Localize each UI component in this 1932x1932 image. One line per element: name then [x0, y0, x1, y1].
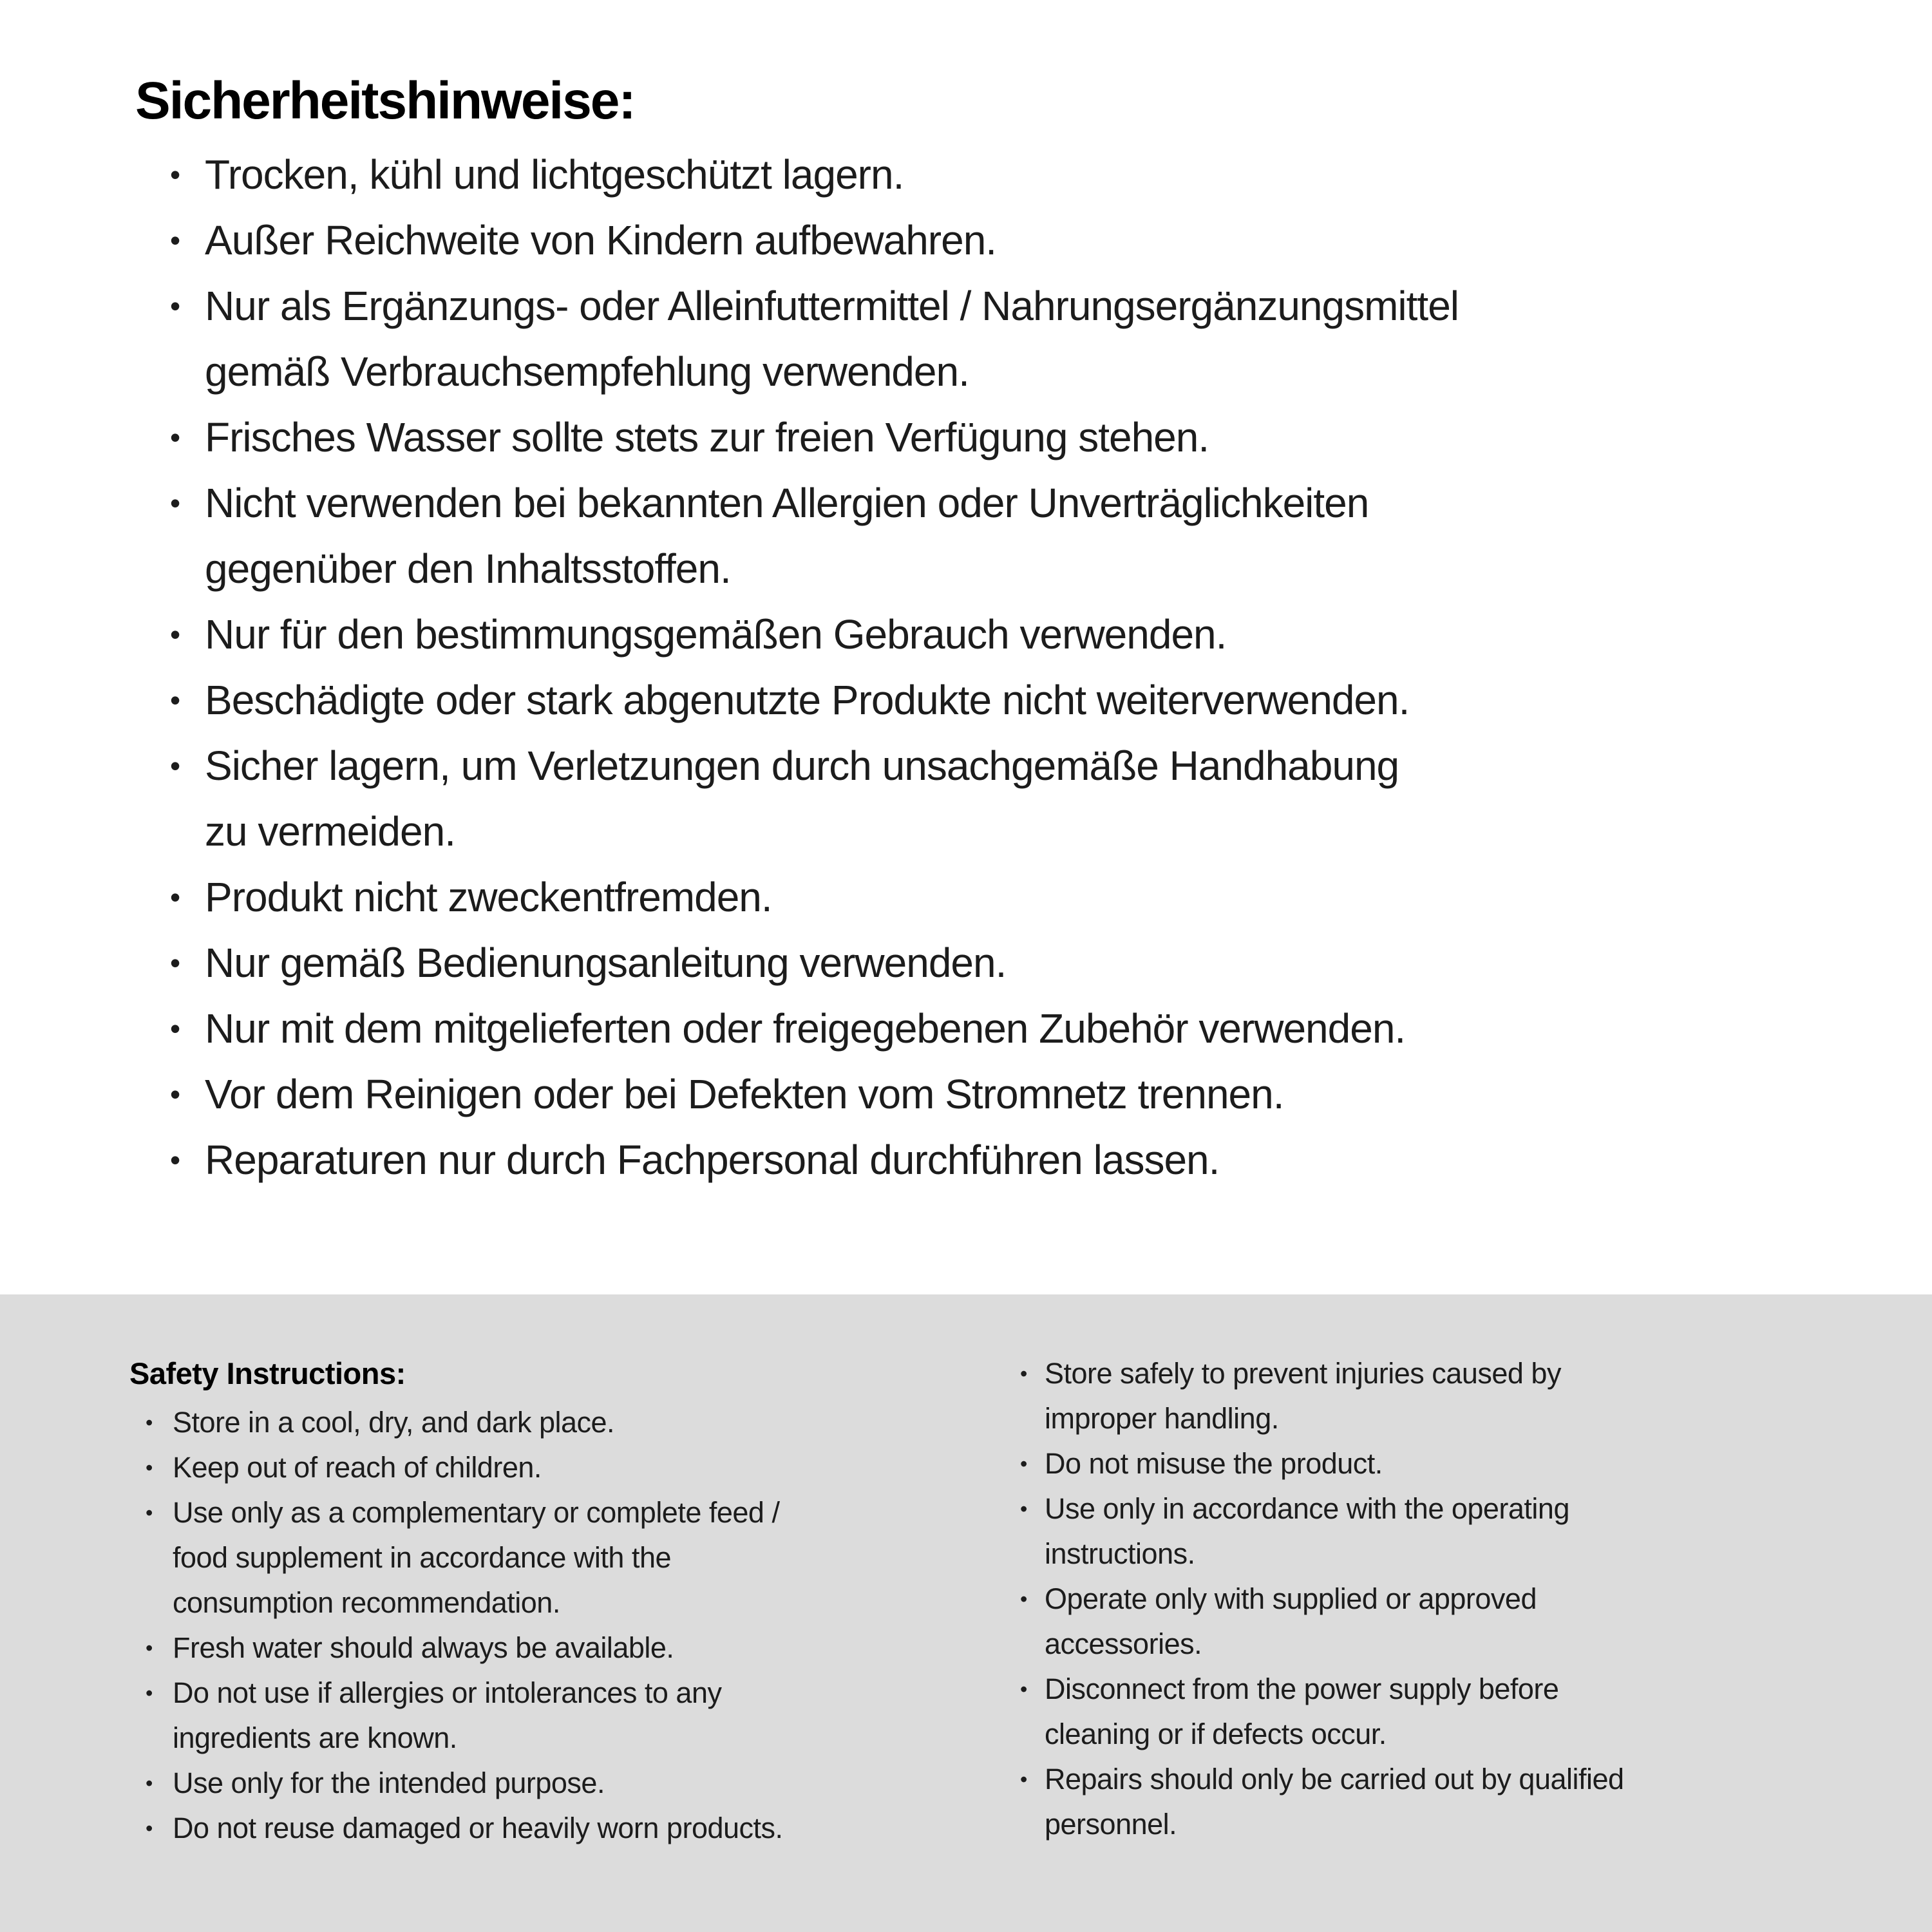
line-text: Außer Reichweite von Kindern aufbewahren.	[205, 217, 997, 263]
line-text: Nur mit dem mitgelieferten oder freigegebenen Zubehör verwenden.	[205, 1005, 1406, 1052]
english-left-column	[129, 1354, 980, 1851]
bullet-item	[1020, 1757, 1857, 1802]
wrapped-line	[170, 339, 1459, 404]
wrapped-line	[170, 799, 1459, 864]
bullet-icon: •	[146, 1772, 153, 1795]
bullet-item	[146, 1445, 980, 1490]
bullet-item	[1020, 1667, 1857, 1712]
bullet-icon: •	[146, 1501, 153, 1524]
english-safety-panel	[0, 1294, 1932, 1932]
bullet-item	[170, 1061, 1459, 1127]
line-text: Store safely to prevent injuries caused by	[1045, 1357, 1561, 1390]
line-text: Beschädigte oder stark abgenutzte Produkte nicht weiterverwenden.	[205, 677, 1410, 723]
line-text: cleaning or if defects occur.	[1045, 1718, 1387, 1750]
bullet-item	[146, 1400, 980, 1445]
bullet-item	[1020, 1441, 1857, 1486]
line-text: Use only for the intended purpose.	[173, 1766, 605, 1799]
bullet-item	[170, 864, 1459, 930]
line-text: Produkt nicht zweckentfremden.	[205, 874, 772, 920]
bullet-icon: •	[170, 683, 180, 717]
line-text: Use only as a complementary or complete feed /	[173, 1496, 780, 1529]
line-text: zu vermeiden.	[205, 808, 455, 855]
bullet-item	[170, 142, 1459, 207]
bullet-icon: •	[1020, 1768, 1027, 1791]
line-text: gegenüber den Inhaltsstoffen.	[205, 545, 731, 592]
wrapped-line	[1020, 1396, 1857, 1441]
bullet-item	[170, 404, 1459, 470]
wrapped-line	[1020, 1531, 1857, 1577]
bullet-icon: •	[1020, 1497, 1027, 1520]
bullet-icon: •	[146, 1411, 153, 1434]
english-section-title: Safety Instructions:	[129, 1356, 406, 1390]
bullet-icon: •	[170, 1143, 180, 1177]
line-text: Keep out of reach of children.	[173, 1451, 542, 1484]
wrapped-line	[1020, 1622, 1857, 1667]
bullet-icon: •	[1020, 1362, 1027, 1385]
line-text: Repairs should only be carried out by qualified	[1045, 1763, 1624, 1795]
line-text: Do not use if allergies or intolerances to any	[173, 1676, 722, 1709]
bullet-item	[146, 1671, 980, 1716]
english-left-list	[146, 1400, 980, 1851]
bullet-icon: •	[1020, 1587, 1027, 1611]
line-text: Nur für den bestimmungsgemäßen Gebrauch verwenden.	[205, 611, 1227, 658]
bullet-item	[146, 1490, 980, 1535]
bullet-icon: •	[146, 1636, 153, 1660]
bullet-item	[170, 273, 1459, 339]
wrapped-line	[1020, 1802, 1857, 1847]
line-text: Frisches Wasser sollte stets zur freien Verfügung stehen.	[205, 414, 1209, 460]
wrapped-line	[1020, 1712, 1857, 1757]
bullet-icon: •	[170, 749, 180, 782]
bullet-icon: •	[1020, 1678, 1027, 1701]
bullet-item	[146, 1761, 980, 1806]
bullet-item	[170, 601, 1459, 667]
line-text: Vor dem Reinigen oder bei Defekten vom Stromnetz trennen.	[205, 1071, 1284, 1117]
wrapped-line	[170, 536, 1459, 601]
bullet-item	[146, 1625, 980, 1671]
bullet-icon: •	[146, 1817, 153, 1840]
line-text: Store in a cool, dry, and dark place.	[173, 1406, 615, 1439]
line-text: gemäß Verbrauchsempfehlung verwenden.	[205, 348, 969, 395]
english-right-column	[1020, 1351, 1857, 1847]
line-text: personnel.	[1045, 1808, 1177, 1841]
wrapped-line	[146, 1580, 980, 1625]
bullet-item	[1020, 1577, 1857, 1622]
line-text: ingredients are known.	[173, 1721, 457, 1754]
english-right-list	[1020, 1351, 1857, 1847]
bullet-item	[170, 667, 1459, 733]
bullet-icon: •	[170, 1077, 180, 1111]
line-text: Nur gemäß Bedienungsanleitung verwenden.	[205, 940, 1007, 986]
bullet-icon: •	[170, 1012, 180, 1045]
bullet-icon: •	[146, 1681, 153, 1705]
bullet-icon: •	[170, 289, 180, 323]
bullet-icon: •	[170, 618, 180, 651]
line-text: improper handling.	[1045, 1402, 1279, 1435]
line-text: Reparaturen nur durch Fachpersonal durchführen lassen.	[205, 1137, 1220, 1183]
line-text: Sicher lagern, um Verletzungen durch unsachgemäße Handhabung	[205, 743, 1399, 789]
bullet-item	[170, 996, 1459, 1061]
bullet-item	[170, 207, 1459, 273]
bullet-icon: •	[170, 880, 180, 914]
bullet-item	[170, 930, 1459, 996]
wrapped-line	[146, 1535, 980, 1580]
line-text: Do not reuse damaged or heavily worn products.	[173, 1812, 783, 1844]
german-bullet-list	[170, 142, 1459, 1193]
wrapped-line	[146, 1716, 980, 1761]
bullet-icon: •	[170, 223, 180, 257]
line-text: Fresh water should always be available.	[173, 1631, 674, 1664]
bullet-icon: •	[170, 421, 180, 454]
line-text: Nicht verwenden bei bekannten Allergien oder Unverträglichkeiten	[205, 480, 1369, 526]
bullet-item	[170, 733, 1459, 799]
line-text: accessories.	[1045, 1627, 1202, 1660]
bullet-icon: •	[1020, 1452, 1027, 1475]
bullet-item	[170, 470, 1459, 536]
line-text: Do not misuse the product.	[1045, 1447, 1383, 1480]
bullet-icon: •	[170, 158, 180, 191]
bullet-icon: •	[146, 1456, 153, 1479]
bullet-item	[170, 1127, 1459, 1193]
line-text: Trocken, kühl und lichtgeschützt lagern.	[205, 151, 904, 198]
bullet-item	[1020, 1486, 1857, 1531]
line-text: Nur als Ergänzungs- oder Alleinfuttermittel / Nahrungsergänzungsmittel	[205, 283, 1459, 329]
line-text: Disconnect from the power supply before	[1045, 1672, 1559, 1705]
line-text: Use only in accordance with the operating	[1045, 1492, 1569, 1525]
bullet-item	[1020, 1351, 1857, 1396]
german-section-title: Sicherheitshinweise:	[135, 71, 635, 130]
bullet-icon: •	[170, 486, 180, 520]
line-text: consumption recommendation.	[173, 1586, 560, 1619]
line-text: instructions.	[1045, 1537, 1195, 1570]
bullet-icon: •	[170, 946, 180, 980]
line-text: Operate only with supplied or approved	[1045, 1582, 1537, 1615]
bullet-item	[146, 1806, 980, 1851]
line-text: food supplement in accordance with the	[173, 1541, 671, 1574]
